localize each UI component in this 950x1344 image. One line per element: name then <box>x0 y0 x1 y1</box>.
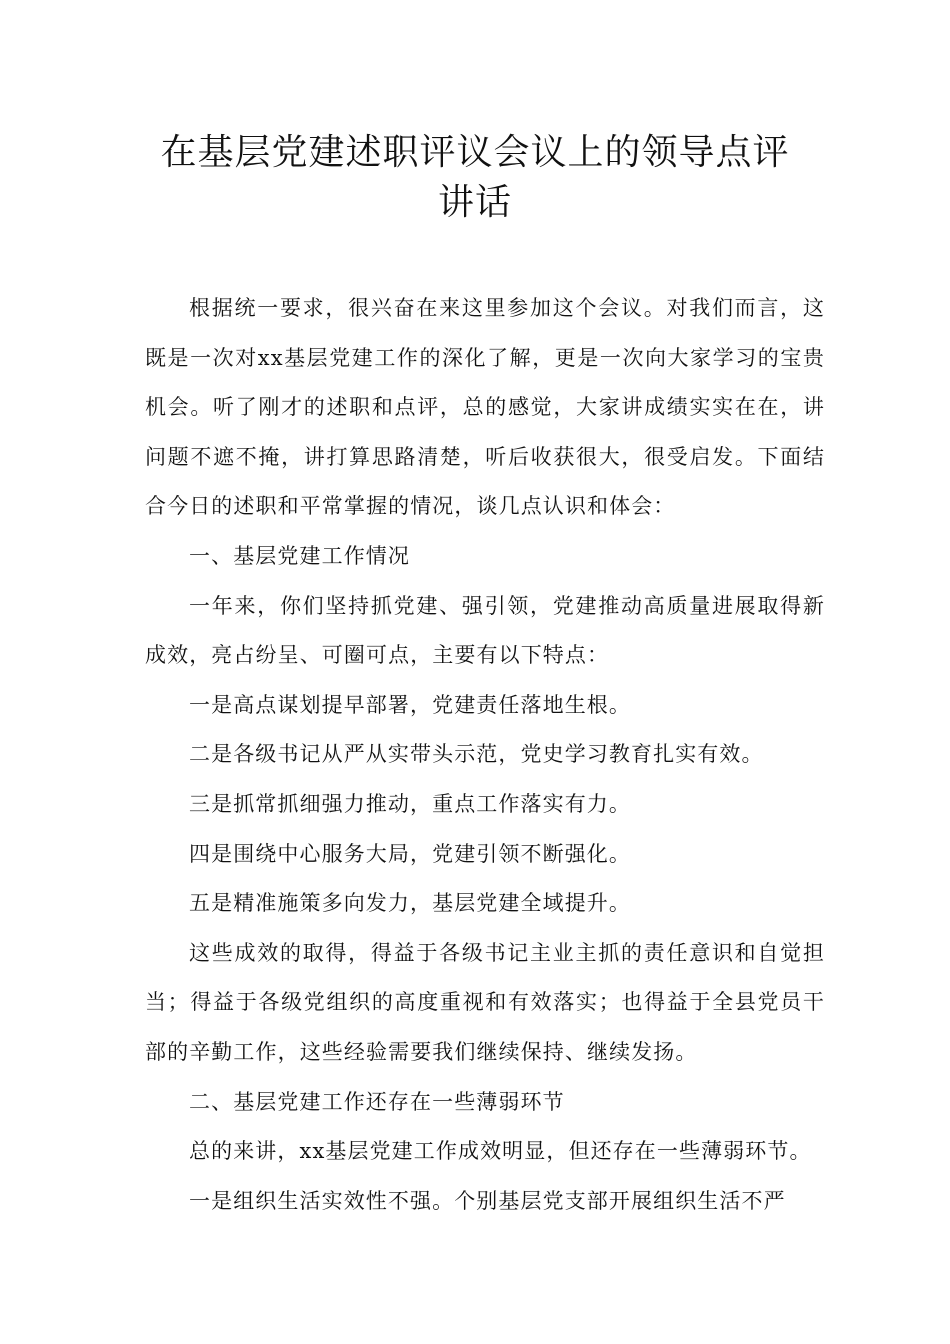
paragraph-summary: 总的来讲，xx基层党建工作成效明显，但还存在一些薄弱环节。 <box>189 1139 812 1164</box>
paragraph-point-2: 二是各级书记从严从实带头示范，党史学习教育扎实有效。 <box>189 742 764 767</box>
section-heading-2: 二、基层党建工作还存在一些薄弱环节 <box>189 1089 565 1114</box>
paragraph-achievements: 这些成效的取得，得益于各级书记主业主抓的责任意识和自觉担当；得益于各级党组织的高度重视和有效落实；也得益于全县党员干部的辛勤工作，这些经验需要我们继续保持、继续发扬。 <box>145 940 825 1064</box>
document-body <box>145 284 825 1226</box>
paragraph-weakness-1: 一是组织生活实效性不强。个别基层党支部开展组织生活不严 <box>189 1188 786 1213</box>
paragraph-point-1: 一是高点谋划提早部署，党建责任落地生根。 <box>189 692 631 717</box>
section-heading-1: 一、基层党建工作情况 <box>189 543 410 568</box>
paragraph-intro: 根据统一要求，很兴奋在来这里参加这个会议。对我们而言，这既是一次对xx基层党建工作的深化了解，更是一次向大家学习的宝贵机会。听了刚才的述职和点评，总的感觉，大家讲成绩实实在在，讲问题不遮不掩，讲打算思路清楚，听后收获很大，很受启发。下面结合今日的述职和平常掌握的情况，谈几点认识和体会： <box>145 296 825 519</box>
title-line-2: 讲话 <box>437 182 512 223</box>
paragraph-overview: 一年来，你们坚持抓党建、强引领，党建推动高质量进展取得新成效，亮占纷呈、可圈可点，主要有以下特点： <box>145 593 825 668</box>
title-line-1: 在基层党建述职评议会议上的领导点评 <box>160 132 790 173</box>
paragraph-point-4: 四是围绕中心服务大局，党建引领不断强化。 <box>189 841 631 866</box>
paragraph-point-5: 五是精准施策多向发力，基层党建全域提升。 <box>189 891 631 916</box>
paragraph-point-3: 三是抓常抓细强力推动，重点工作落实有力。 <box>189 791 631 816</box>
document-title <box>120 128 830 228</box>
